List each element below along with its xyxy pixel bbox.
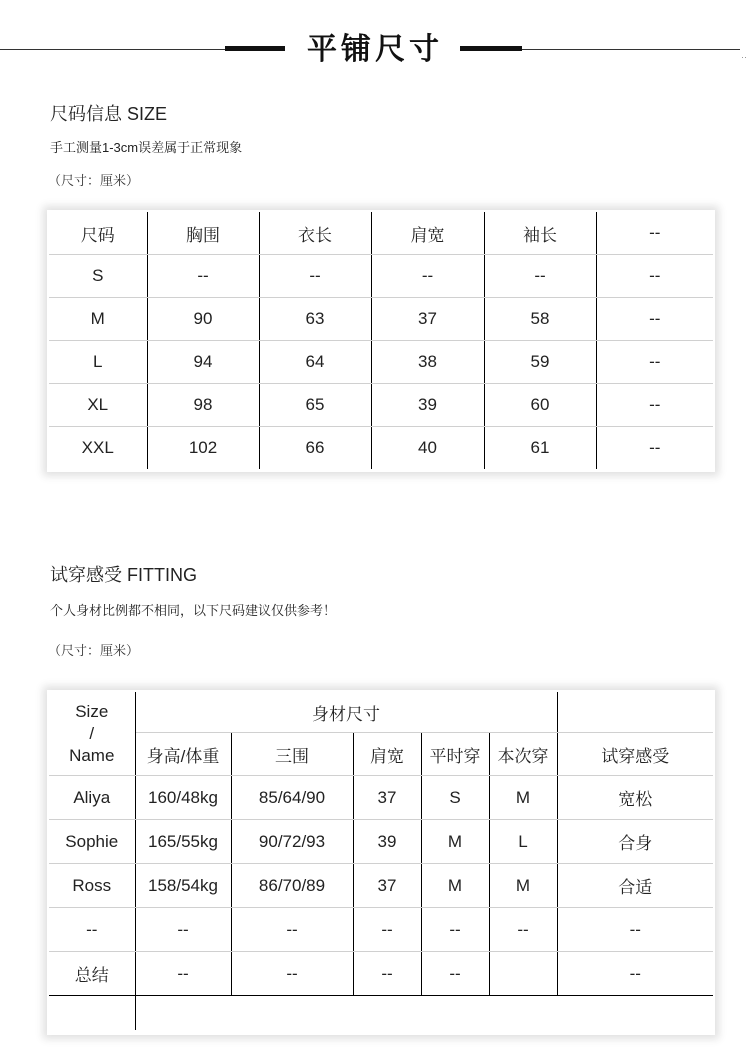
size-table-cell: -- xyxy=(147,255,259,298)
size-section-unit: （尺寸：厘米） xyxy=(48,173,140,188)
fitting-blank-cell xyxy=(49,996,135,1031)
size-table-cell: XL xyxy=(49,384,147,427)
fitting-subheader-cell: 三围 xyxy=(231,733,353,776)
body-measure-group-header: 身材尺寸 xyxy=(135,692,557,733)
size-name-header xyxy=(49,692,135,776)
size-table-row xyxy=(49,298,713,341)
size-name-header-size: Size xyxy=(75,701,109,721)
fitting-table-cell: M xyxy=(489,864,557,908)
fitting-section-note: 个人身材比例都不相同，以下尺码建议仅供参考！ xyxy=(50,603,337,618)
fitting-table-row xyxy=(49,820,713,864)
fitting-table-cell: 宽松 xyxy=(557,776,713,820)
size-table-cell: 66 xyxy=(259,427,371,470)
fitting-table-card xyxy=(47,690,715,1035)
fitting-table-cell: -- xyxy=(135,952,231,996)
header-bar-right xyxy=(460,46,522,51)
size-table-cell: 37 xyxy=(371,298,484,341)
fitting-table-cell: 37 xyxy=(353,776,421,820)
size-table-cell: 64 xyxy=(259,341,371,384)
page-title: 平铺尺寸 xyxy=(307,32,443,67)
size-table-cell: 肩宽 xyxy=(371,212,484,255)
fitting-table-cell: -- xyxy=(231,908,353,952)
size-section-note: 手工测量1-3cm误差属于正常现象 xyxy=(50,140,243,155)
size-table-cell: 61 xyxy=(484,427,596,470)
size-table-cell: 40 xyxy=(371,427,484,470)
fitting-table-cell: M xyxy=(489,776,557,820)
size-table-cell: 65 xyxy=(259,384,371,427)
size-table-cell: XXL xyxy=(49,427,147,470)
size-table-cell: -- xyxy=(596,384,713,427)
fitting-table-cell: 37 xyxy=(353,864,421,908)
fitting-header-empty-cell xyxy=(557,692,713,733)
size-table-cell: -- xyxy=(259,255,371,298)
size-table-cell: M xyxy=(49,298,147,341)
size-table-cell: -- xyxy=(596,341,713,384)
size-table-cell: 63 xyxy=(259,298,371,341)
fitting-table-cell: -- xyxy=(353,908,421,952)
header-rule-right xyxy=(522,49,740,50)
fitting-table xyxy=(49,692,713,1030)
size-table-cell: 58 xyxy=(484,298,596,341)
fitting-table-cell: -- xyxy=(421,952,489,996)
fitting-table-cell xyxy=(489,952,557,996)
fitting-table-row xyxy=(49,908,713,952)
size-name-header-slash: / xyxy=(89,723,95,743)
size-name-header-name: Name xyxy=(69,745,115,765)
size-table-cell: -- xyxy=(649,438,661,457)
fitting-section-unit: （尺寸：厘米） xyxy=(48,643,140,658)
size-table xyxy=(49,212,713,469)
fitting-table-cell: -- xyxy=(49,908,135,952)
fitting-table-cell: -- xyxy=(557,952,713,996)
size-table-cell: 衣长 xyxy=(259,212,371,255)
fitting-table-cell: 合身 xyxy=(557,820,713,864)
size-table-cell: -- xyxy=(484,255,596,298)
fitting-subheader-cell: 身高/体重 xyxy=(135,733,231,776)
fitting-blank-cell xyxy=(135,996,713,1031)
fitting-table-cell: -- xyxy=(231,952,353,996)
fitting-table-cell: -- xyxy=(135,908,231,952)
size-section-title: 尺码信息 SIZE xyxy=(50,104,168,124)
size-table-cell: 38 xyxy=(371,341,484,384)
size-table-cell: -- xyxy=(596,298,713,341)
fitting-table-row xyxy=(49,776,713,820)
fitting-section-title: 试穿感受 FITTING xyxy=(50,565,197,585)
fitting-table-cell: 160/48kg xyxy=(135,776,231,820)
size-table-cell: -- xyxy=(596,255,713,298)
size-table-row xyxy=(49,427,713,470)
fitting-table-cell: 158/54kg xyxy=(135,864,231,908)
size-table-cell: 102 xyxy=(147,427,259,470)
fitting-table-cell: 39 xyxy=(353,820,421,864)
fitting-table-cell: -- xyxy=(353,952,421,996)
size-table-cell: 59 xyxy=(484,341,596,384)
fitting-table-cell: L xyxy=(489,820,557,864)
header-rule-left xyxy=(0,49,225,50)
fitting-subheader-cell: 试穿感受 xyxy=(557,733,713,776)
size-table-cell: -- xyxy=(596,212,713,255)
fitting-table-cell: -- xyxy=(489,908,557,952)
size-table-card xyxy=(47,210,715,472)
fitting-table-row xyxy=(49,952,713,996)
fitting-table-cell: M xyxy=(421,820,489,864)
fitting-subheader-cell: 肩宽 xyxy=(353,733,421,776)
fitting-table-cell: Aliya xyxy=(49,776,135,820)
fitting-table-cell: -- xyxy=(421,908,489,952)
fitting-table-cell: -- xyxy=(557,908,713,952)
fitting-header-row-1 xyxy=(49,692,713,733)
fitting-table-cell: Sophie xyxy=(49,820,135,864)
fitting-table-cell: M xyxy=(421,864,489,908)
fitting-table-row xyxy=(49,864,713,908)
fitting-subheader-cell: 本次穿 xyxy=(489,733,557,776)
fitting-table-cell: 85/64/90 xyxy=(231,776,353,820)
header-tail-mark: ·· xyxy=(741,52,747,62)
fitting-table-cell: 90/72/93 xyxy=(231,820,353,864)
size-table-cell: 98 xyxy=(147,384,259,427)
size-table-cell: 39 xyxy=(371,384,484,427)
size-table-cell: -- xyxy=(371,255,484,298)
size-table-header-row xyxy=(49,212,713,255)
fitting-subheader-cell: 平时穿 xyxy=(421,733,489,776)
fitting-table-cell: Ross xyxy=(49,864,135,908)
fitting-table-cell: 165/55kg xyxy=(135,820,231,864)
size-table-cell: 袖长 xyxy=(484,212,596,255)
fitting-header-row-2 xyxy=(49,733,713,776)
header-bar-left xyxy=(225,46,285,51)
size-table-cell: 90 xyxy=(147,298,259,341)
fitting-table-cell: S xyxy=(421,776,489,820)
fitting-table-cell: 86/70/89 xyxy=(231,864,353,908)
size-table-cell: 60 xyxy=(484,384,596,427)
size-table-cell: 胸围 xyxy=(147,212,259,255)
size-table-cell: 尺码 xyxy=(49,212,147,255)
fitting-table-cell: 合适 xyxy=(557,864,713,908)
size-table-cell: S xyxy=(49,255,147,298)
fitting-table-cell: 总结 xyxy=(49,952,135,996)
fitting-blank-row xyxy=(49,996,713,1031)
size-table-row xyxy=(49,384,713,427)
size-table-cell: 94 xyxy=(147,341,259,384)
size-table-row xyxy=(49,341,713,384)
size-table-cell: L xyxy=(49,341,147,384)
size-table-row xyxy=(49,255,713,298)
